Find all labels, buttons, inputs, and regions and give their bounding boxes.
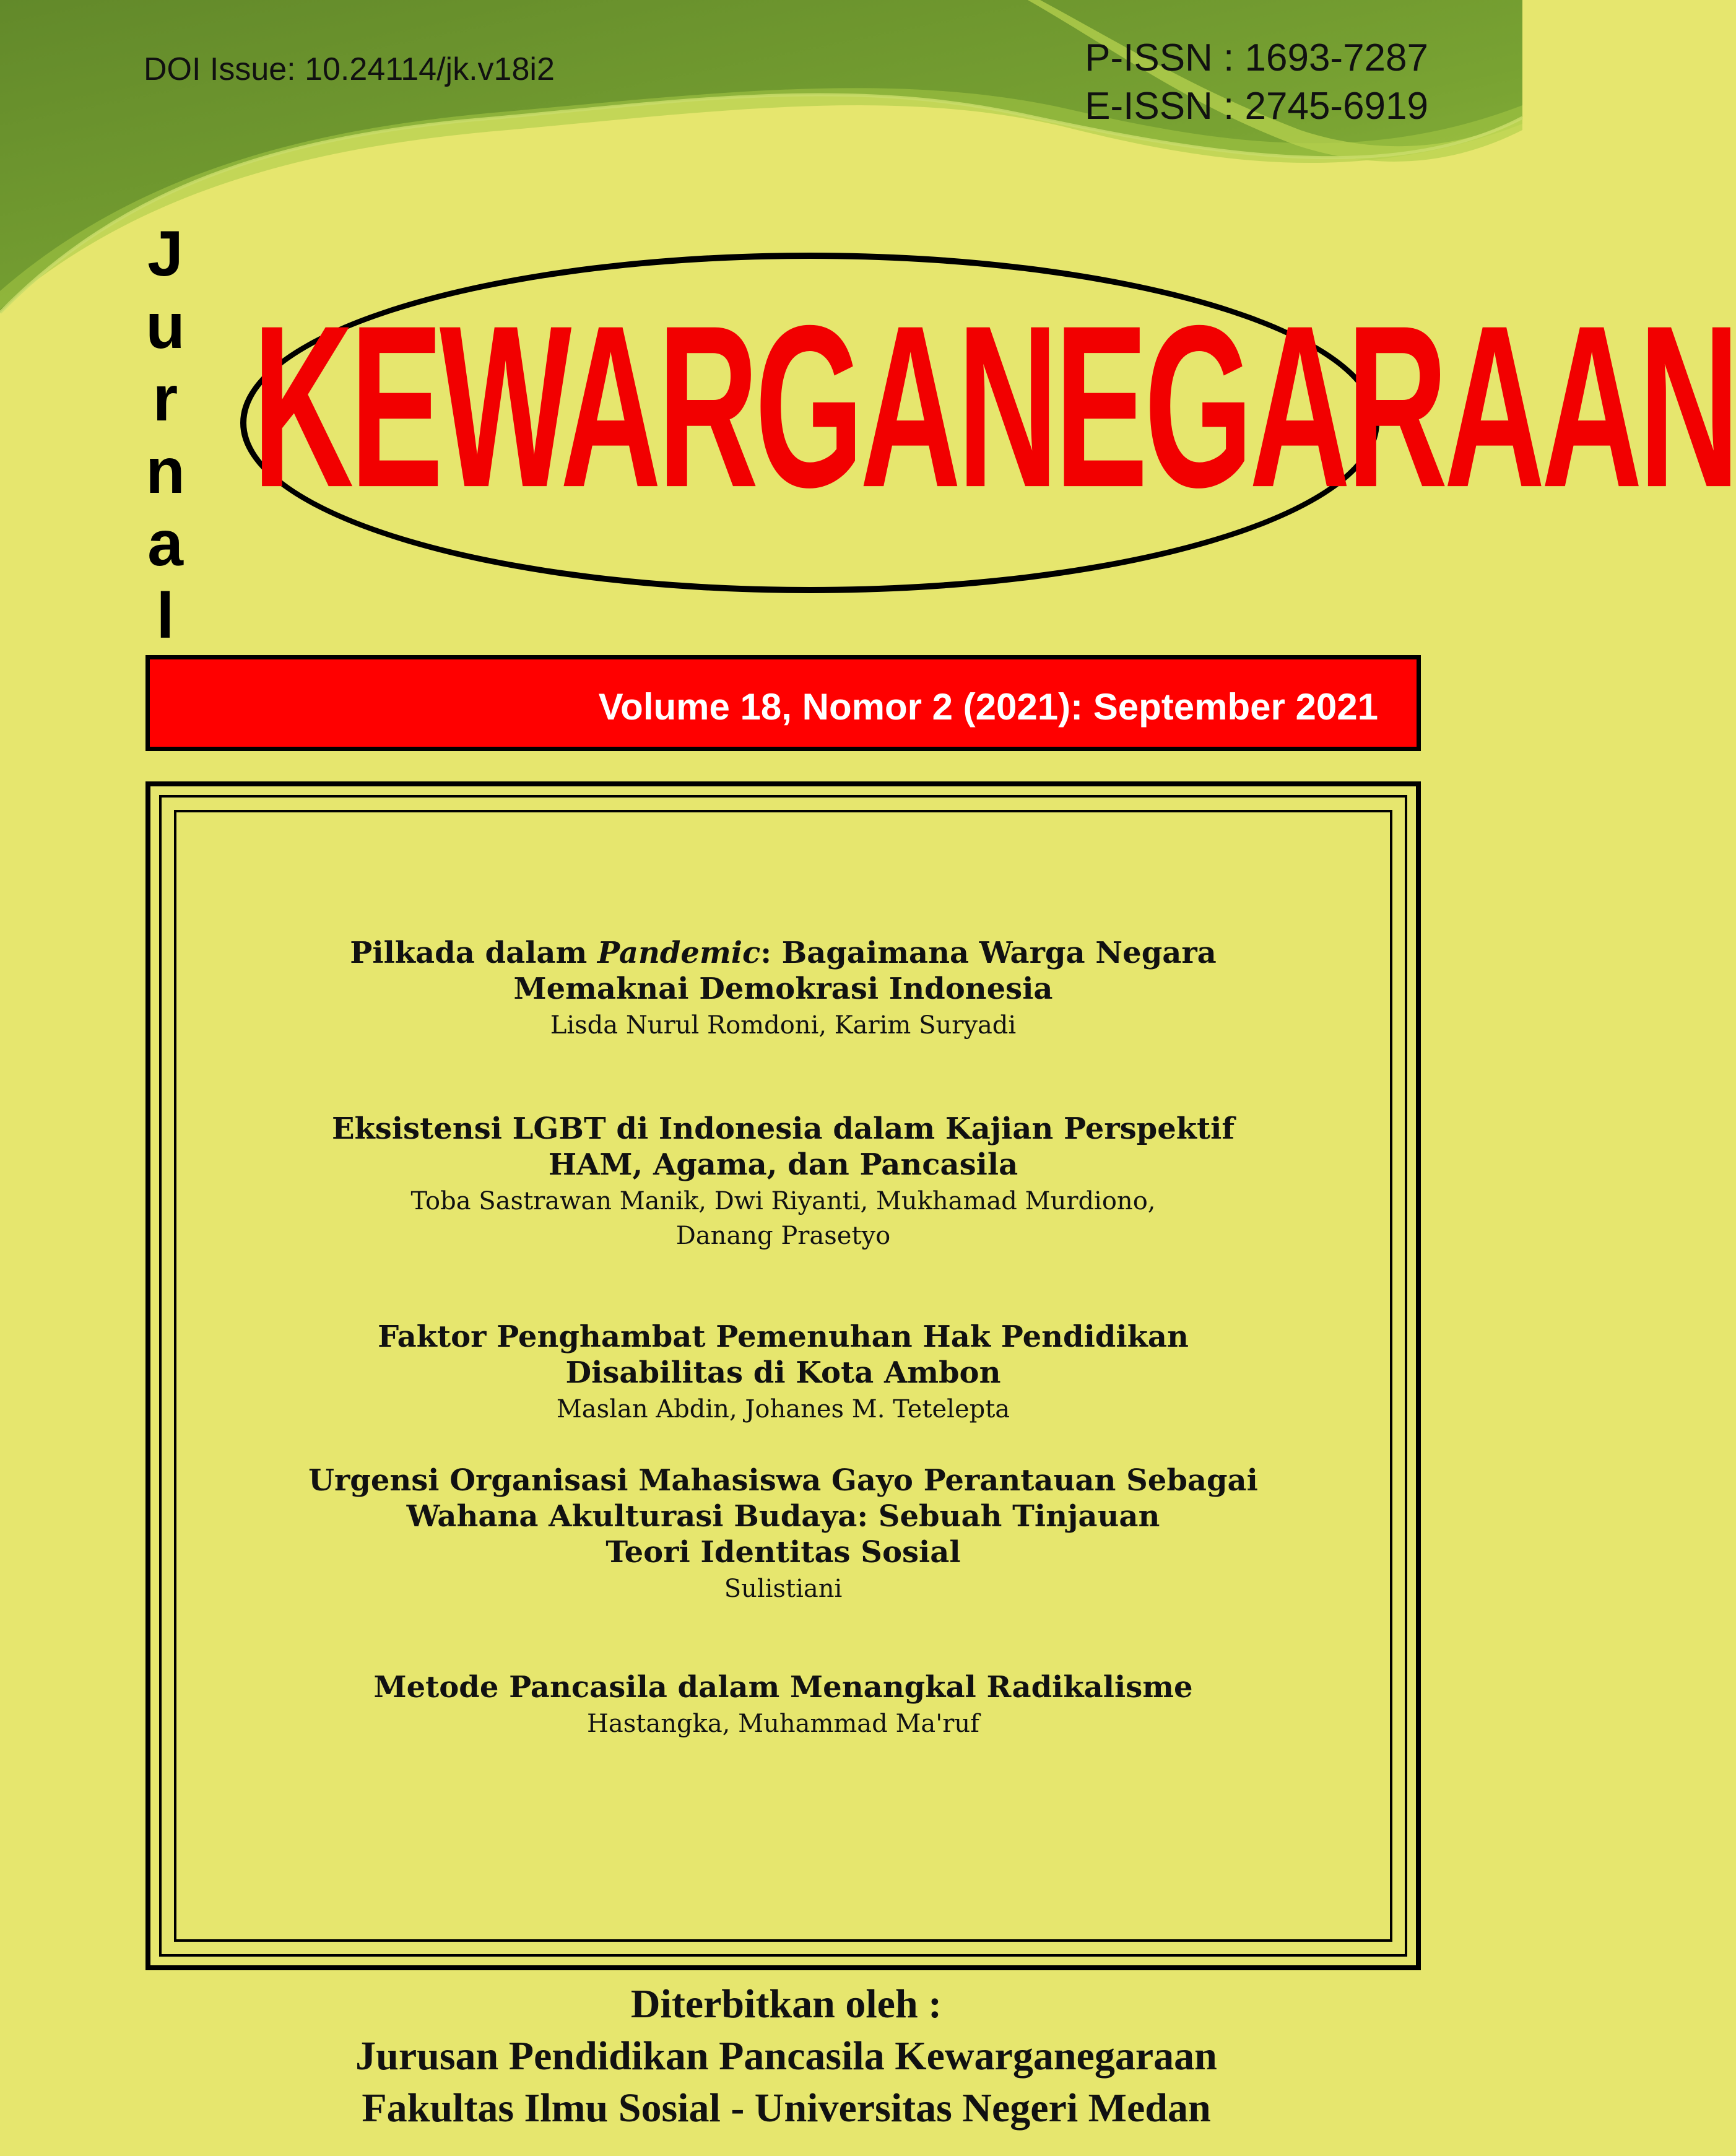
jurnal-letter: n <box>145 435 185 507</box>
article-item <box>149 1669 1418 1741</box>
article-title: Metode Pancasila dalam Menangkal Radikalisme <box>373 1670 1193 1705</box>
article-title: Eksistensi LGBT di Indonesia dalam Kajian Perspektif HAM, Agama, dan Pancasila <box>331 1111 1235 1182</box>
jurnal-letter: J <box>147 218 183 290</box>
volume-banner <box>145 655 1421 751</box>
journal-title: KEWARGANEGARAAN <box>253 276 1736 536</box>
article-item <box>149 935 1418 1043</box>
article-authors: Maslan Abdin, Johanes M. Tetelepta <box>556 1395 1010 1424</box>
publisher-faculty: Fakultas Ilmu Sosial - Universitas Negeri Medan <box>362 2085 1211 2131</box>
article-item <box>149 1111 1418 1253</box>
article-authors: Sulistiani <box>724 1575 843 1603</box>
jurnal-letter: r <box>152 363 178 435</box>
article-authors: Toba Sastrawan Manik, Dwi Riyanti, Mukhamad Murdiono, Danang Prasetyo <box>410 1187 1156 1250</box>
e-issn: E-ISSN : 2745-6919 <box>1085 85 1428 128</box>
jurnal-letter: a <box>147 508 183 580</box>
doi-label: DOI Issue: 10.24114/jk.v18i2 <box>144 51 555 87</box>
article-title <box>149 935 1418 1007</box>
article-authors: Hastangka, Muhammad Ma'ruf <box>587 1710 979 1738</box>
volume-text: Volume 18, Nomor 2 (2021): September 2021 <box>598 686 1378 728</box>
publisher-block <box>149 1978 1424 2134</box>
publisher-department: Jurusan Pendidikan Pancasila Kewarganegaraan <box>355 2033 1217 2079</box>
jurnal-letter: u <box>145 290 185 362</box>
article-title-part: Pilkada dalam <box>350 936 598 970</box>
publisher-intro: Diterbitkan oleh : <box>630 1981 942 2027</box>
issn-block <box>1085 34 1428 131</box>
article-authors: Lisda Nurul Romdoni, Karim Suryadi <box>550 1011 1017 1040</box>
article-title-part: : Bagaimana Warga Negara Memaknai Demokrasi Indonesia <box>513 936 1217 1006</box>
article-title: Faktor Penghambat Pemenuhan Hak Pendidikan Disabilitas di Kota Ambon <box>378 1319 1189 1390</box>
article-title: Urgensi Organisasi Mahasiswa Gayo Perantauan Sebagai Wahana Akulturasi Budaya: Sebuah Tinjauan Teori Identitas Sosial <box>308 1463 1258 1570</box>
jurnal-vertical-label <box>144 218 187 653</box>
article-title-italic: Pandemic <box>597 936 761 970</box>
p-issn: P-ISSN : 1693-7287 <box>1085 37 1428 79</box>
article-item <box>149 1319 1418 1427</box>
article-item <box>149 1463 1418 1606</box>
jurnal-letter: l <box>156 580 175 652</box>
